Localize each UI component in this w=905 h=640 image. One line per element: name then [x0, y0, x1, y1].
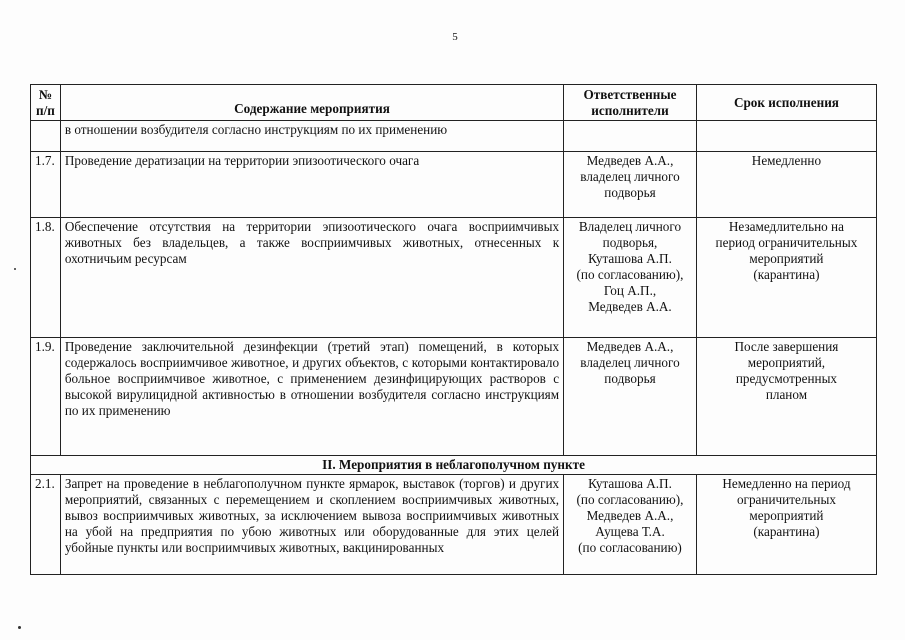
table-row — [31, 121, 877, 152]
table-header-row — [31, 85, 877, 121]
table-row — [31, 475, 877, 575]
scan-speck — [14, 268, 16, 270]
table-row — [31, 218, 877, 338]
row-content: Проведение дератизации на территории эпизоотического очага — [60, 152, 563, 218]
scan-speck — [18, 626, 21, 629]
header-content: Содержание мероприятия — [60, 85, 563, 121]
row-responsible — [564, 121, 697, 152]
section-row — [31, 456, 877, 475]
table-row — [31, 338, 877, 456]
row-responsible: Медведев А.А., владелец личного подворья — [564, 338, 697, 456]
row-deadline — [696, 121, 876, 152]
row-responsible: Куташова А.П. (по согласованию), Медведев А.А., Аущева Т.А. (по согласованию) — [564, 475, 697, 575]
table-row — [31, 152, 877, 218]
measures-table — [30, 84, 877, 575]
header-deadline: Срок исполнения — [696, 85, 876, 121]
row-content: в отношении возбудителя согласно инструкциям по их применению — [60, 121, 563, 152]
row-responsible: Медведев А.А., владелец личного подворья — [564, 152, 697, 218]
row-content: Обеспечение отсутствия на территории эпизоотического очага восприимчивых животных без владельцев, а также восприимчивых животных, отнесенных к охотничьим ресурсам — [60, 218, 563, 338]
header-responsible: Ответственные исполнители — [564, 85, 697, 121]
row-deadline: Немедленно на период ограничительных мероприятий (карантина) — [696, 475, 876, 575]
row-content: Запрет на проведение в неблагополучном пункте ярмарок, выставок (торгов) и других мероприятий, связанных с перемещением и скоплением восприимчивых животных, вывоз восприимчивых животных, за исключением вывоза восприимчивых животных на убой на предприятия по убою животных или оборудованные для этих целей убойные пункты или восприимчивых животных, вакцинированных — [60, 475, 563, 575]
row-deadline: Незамедлительно на период ограничительных мероприятий (карантина) — [696, 218, 876, 338]
row-number — [31, 121, 61, 152]
row-number: 2.1. — [31, 475, 61, 575]
row-deadline: Немедленно — [696, 152, 876, 218]
row-responsible: Владелец личного подворья, Куташова А.П. (по согласованию), Гоц А.П., Медведев А.А. — [564, 218, 697, 338]
section-heading: II. Мероприятия в неблагополучном пункте — [31, 456, 877, 475]
row-number: 1.8. — [31, 218, 61, 338]
row-deadline: После завершения мероприятий, предусмотренных планом — [696, 338, 876, 456]
row-number: 1.7. — [31, 152, 61, 218]
header-num: № п/п — [31, 85, 61, 121]
row-number: 1.9. — [31, 338, 61, 456]
page-number: 5 — [452, 31, 458, 43]
row-content: Проведение заключительной дезинфекции (третий этап) помещений, в которых содержалось восприимчивое животное, и других объектов, с которыми контактировало больное восприимчивое животное, с применением дезинфицирующих растворов с высокой вирулицидной активностью в отношении возбудителя согласно инструкциям по их применению — [60, 338, 563, 456]
